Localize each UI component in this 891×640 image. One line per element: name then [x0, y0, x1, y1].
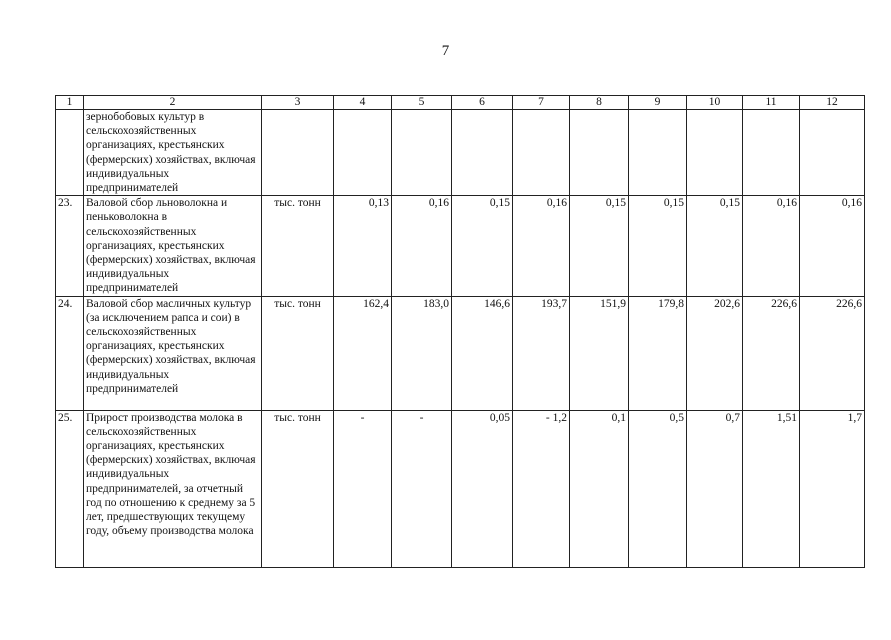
value-cell: 0,13 — [334, 196, 392, 296]
indicator-name: Валовой сбор льноволокна и пеньковолокна в сельскохозяйственных организациях, крестьянских (фермерских) хозяйствах, включая индивидуальных предпринимателей — [84, 196, 262, 296]
column-header: 1 — [56, 96, 84, 110]
value-cell: 162,4 — [334, 296, 392, 410]
value-cell: 0,7 — [687, 410, 743, 567]
table-row — [56, 296, 865, 410]
value-cell: 1,51 — [743, 410, 800, 567]
value-cell: 0,16 — [513, 196, 570, 296]
value-cell: 226,6 — [743, 296, 800, 410]
table-row — [56, 410, 865, 567]
unit-cell: тыс. тонн — [262, 196, 334, 296]
indicator-name: зернобобовых культур в сельскохозяйственных организациях, крестьянских (фермерских) хозяйствах, включая индивидуальных предпринимателей — [84, 110, 262, 196]
value-cell: - — [334, 410, 392, 567]
value-cell: - — [392, 410, 452, 567]
value-cell: 202,6 — [687, 296, 743, 410]
value-cell: 0,5 — [629, 410, 687, 567]
row-number — [56, 110, 84, 196]
column-header: 2 — [84, 96, 262, 110]
value-cell: 0,15 — [452, 196, 513, 296]
column-header: 5 — [392, 96, 452, 110]
indicator-name: Прирост производства молока в сельскохозяйственных организациях, крестьянских (фермерских) хозяйствах, включая индивидуальных предпринимателей, за отчетный год по отношению к среднему за 5 лет, предшествующих текущему году, объему производства молока — [84, 410, 262, 567]
value-cell — [629, 110, 687, 196]
page-number: 7 — [441, 43, 450, 59]
value-cell — [743, 110, 800, 196]
column-header: 6 — [452, 96, 513, 110]
unit-cell: тыс. тонн — [262, 296, 334, 410]
value-cell: 193,7 — [513, 296, 570, 410]
unit-cell: тыс. тонн — [262, 410, 334, 567]
value-cell: 1,7 — [800, 410, 865, 567]
value-cell: 0,16 — [800, 196, 865, 296]
column-header: 10 — [687, 96, 743, 110]
value-cell: 0,16 — [392, 196, 452, 296]
value-cell: 0,15 — [570, 196, 629, 296]
row-number: 24. — [56, 296, 84, 410]
column-header: 4 — [334, 96, 392, 110]
value-cell — [452, 110, 513, 196]
column-header: 7 — [513, 96, 570, 110]
value-cell — [392, 110, 452, 196]
value-cell: 151,9 — [570, 296, 629, 410]
column-header: 9 — [629, 96, 687, 110]
column-header: 11 — [743, 96, 800, 110]
value-cell: 0,15 — [629, 196, 687, 296]
value-cell — [687, 110, 743, 196]
value-cell: 179,8 — [629, 296, 687, 410]
column-header: 12 — [800, 96, 865, 110]
column-header: 3 — [262, 96, 334, 110]
value-cell: 183,0 — [392, 296, 452, 410]
row-number: 25. — [56, 410, 84, 567]
value-cell: 226,6 — [800, 296, 865, 410]
value-cell: 0,16 — [743, 196, 800, 296]
value-cell — [334, 110, 392, 196]
indicators-table — [55, 95, 865, 568]
value-cell: 0,1 — [570, 410, 629, 567]
row-number: 23. — [56, 196, 84, 296]
value-cell — [570, 110, 629, 196]
column-header: 8 — [570, 96, 629, 110]
table-header-row — [56, 96, 865, 110]
indicator-name: Валовой сбор масличных культур (за исключением рапса и сои) в сельскохозяйственных организациях, крестьянских (фермерских) хозяйствах, включая индивидуальных предпринимателей — [84, 296, 262, 410]
value-cell — [513, 110, 570, 196]
table-row — [56, 110, 865, 196]
unit-cell — [262, 110, 334, 196]
value-cell — [800, 110, 865, 196]
table-row — [56, 196, 865, 296]
value-cell: - 1,2 — [513, 410, 570, 567]
value-cell: 0,05 — [452, 410, 513, 567]
value-cell: 0,15 — [687, 196, 743, 296]
value-cell: 146,6 — [452, 296, 513, 410]
